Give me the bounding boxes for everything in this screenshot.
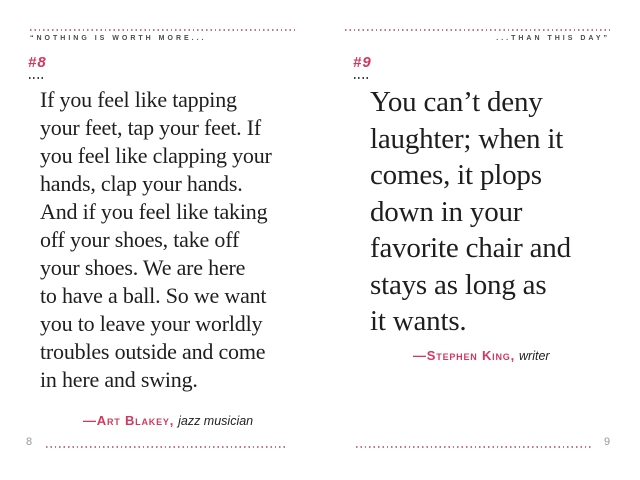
attribution-role: jazz musician <box>178 414 254 428</box>
quote-line: stays as long as <box>370 268 547 301</box>
quote-line: off your shoes, take off <box>40 227 240 252</box>
page-number: 9 <box>604 436 611 448</box>
quote-line: You can’t deny <box>370 86 543 118</box>
quote-line: favorite chair and <box>370 232 571 264</box>
quote-number-label: #9 <box>353 54 372 71</box>
running-head-right: ...THAN THIS DAY” <box>496 35 610 42</box>
page-number: 8 <box>26 436 33 448</box>
quote-line: laughter; when it <box>370 122 564 155</box>
quote-line: you feel like clapping your <box>40 143 272 168</box>
quote-line: your shoes. We are here <box>40 255 246 280</box>
quote-text <box>370 84 571 340</box>
top-dotted-rule-right <box>345 29 610 31</box>
label-dotted-underline <box>29 77 46 79</box>
quote-number-label: #8 <box>28 54 47 71</box>
attribution-name: —Art Blakey, <box>83 413 175 428</box>
quote-line: to have a ball. So we want <box>40 283 267 308</box>
quote-line: comes, it plops <box>370 159 542 191</box>
quote-line: your feet, tap your feet. If <box>40 115 262 140</box>
quote-line: And if you feel like taking <box>40 199 268 224</box>
attribution <box>83 412 253 430</box>
attribution-name: —Stephen King, <box>413 348 515 363</box>
bottom-dotted-rule-left <box>46 446 286 448</box>
quote-line: it wants. <box>370 305 467 337</box>
attribution <box>413 347 550 365</box>
quote-line: hands, clap your hands. <box>40 171 243 196</box>
running-head-left: “NOTHING IS WORTH MORE... <box>30 35 207 42</box>
quote-line: If you feel like tapping <box>40 87 237 112</box>
quote-line: down in your <box>370 195 523 228</box>
quote-line: in here and swing. <box>40 367 198 392</box>
quote-text <box>40 86 272 394</box>
label-dotted-underline <box>354 77 371 79</box>
quote-line: you to leave your worldly <box>40 311 263 336</box>
quote-line: troubles outside and come <box>40 339 266 364</box>
bottom-dotted-rule-right <box>356 446 593 448</box>
attribution-role: writer <box>519 349 550 363</box>
top-dotted-rule-left <box>30 29 295 31</box>
